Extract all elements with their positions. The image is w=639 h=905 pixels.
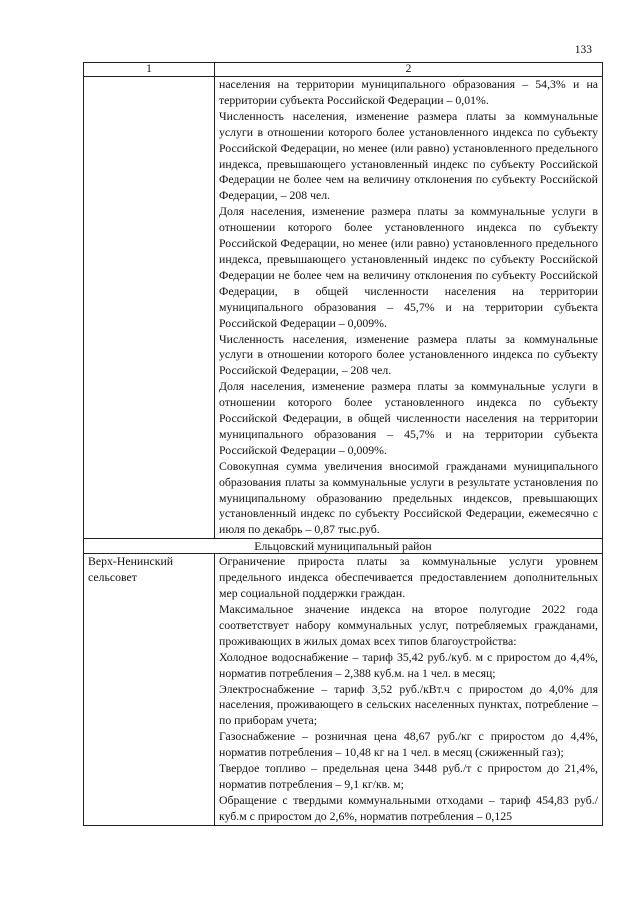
row1-name-cell xyxy=(84,77,215,539)
paragraph: Газоснабжение – розничная цена 48,67 руб./кг с приростом до 4,4%, норматив потребления – 10,48 кг на 1 чел. в месяц (сжиженный газ); xyxy=(219,729,598,760)
paragraph: Максимальное значение индекса на второе полугодие 2022 года соответствует набору коммунальных услуг, потребляемых гражданами, проживающих в жилых домах всех типов благоустройства: xyxy=(219,602,598,648)
paragraph: Доля населения, изменение размера платы за коммунальные услуги в отношении которого более установленного индекса по субъекту Российской Федерации, в общей численности населения на территории муниципального образования – 45,7% и на территории субъекта Российской Федерации – 0,009%. xyxy=(219,379,598,457)
page-number: 133 xyxy=(574,44,592,56)
paragraph: населения на территории муниципального образования – 54,3% и на территории субъекта Российской Федерации – 0,01%. xyxy=(219,77,598,107)
row1-content-cell xyxy=(215,77,603,539)
paragraph: Электроснабжение – тариф 3,52 руб./кВт.ч с приростом до 4,0% для населения, проживающего в сельских населенных пунктах, потребление – по приборам учета; xyxy=(219,681,598,728)
row2-content-cell xyxy=(215,554,603,825)
paragraph: Обращение с твердыми коммунальными отходами – тариф 454,83 руб./куб.м с приростом до 2,6%, норматив потребления – 0,125 xyxy=(219,792,598,823)
column-1-header: 1 xyxy=(84,63,215,77)
paragraph: Твердое топливо – предельная цена 3448 руб./т с приростом до 21,4%, норматив потребления – 9,1 кг/кв. м; xyxy=(219,761,598,791)
table-row xyxy=(84,554,603,825)
paragraph: Доля населения, изменение размера платы за коммунальные услуги в отношении которого более установленного индекса по субъекту Российской Федерации, но менее (или равно) установленного предельного индекса, превышающего установленный индекс по субъекту Российской Федерации не более чем на величину отклонения по субъекту Российской Федерации, в общей численности населения на территории муниципального образования – 45,7% и на территории субъекта Российской Федерации – 0,009%. xyxy=(219,204,598,330)
document-table xyxy=(83,62,603,826)
section-title: Ельцовский муниципальный район xyxy=(84,539,603,554)
paragraph: Совокупная сумма увеличения вносимой гражданами муниципального образования платы за коммунальные услуги в результате установления по муниципальному образованию предельных индексов, превышающих установленный индекс по субъекту Российской Федерации, ежемесячно с июля по декабрь – 0,87 тыс.руб. xyxy=(219,458,598,537)
table-header-row xyxy=(84,63,603,77)
column-2-header: 2 xyxy=(215,63,603,77)
paragraph: Численность населения, изменение размера платы за коммунальные услуги в отношении которого более установленного индекса по субъекту Российской Федерации, – 208 чел. xyxy=(219,331,598,378)
municipality-name: Верх-Ненинский сельсовет xyxy=(84,554,215,825)
section-header-row xyxy=(84,539,603,554)
paragraph: Холодное водоснабжение – тариф 35,42 руб./куб. м с приростом до 4,4%, норматив потребления – 2,388 куб.м. на 1 чел. в месяц; xyxy=(219,649,598,680)
paragraph: Ограничение прироста платы за коммунальные услуги уровнем предельного индекса обеспечивается предоставлением дополнительных мер социальной поддержки граждан. xyxy=(219,554,598,601)
table-row xyxy=(84,77,603,539)
paragraph: Численность населения, изменение размера платы за коммунальные услуги в отношении которого более установленного индекса по субъекту Российской Федерации, но менее (или равно) установленного предельного индекса, превышающего установленный индекс по субъекту Российской Федерации не более чем на величину отклонения по субъекту Российской Федерации, – 208 чел. xyxy=(219,108,598,203)
